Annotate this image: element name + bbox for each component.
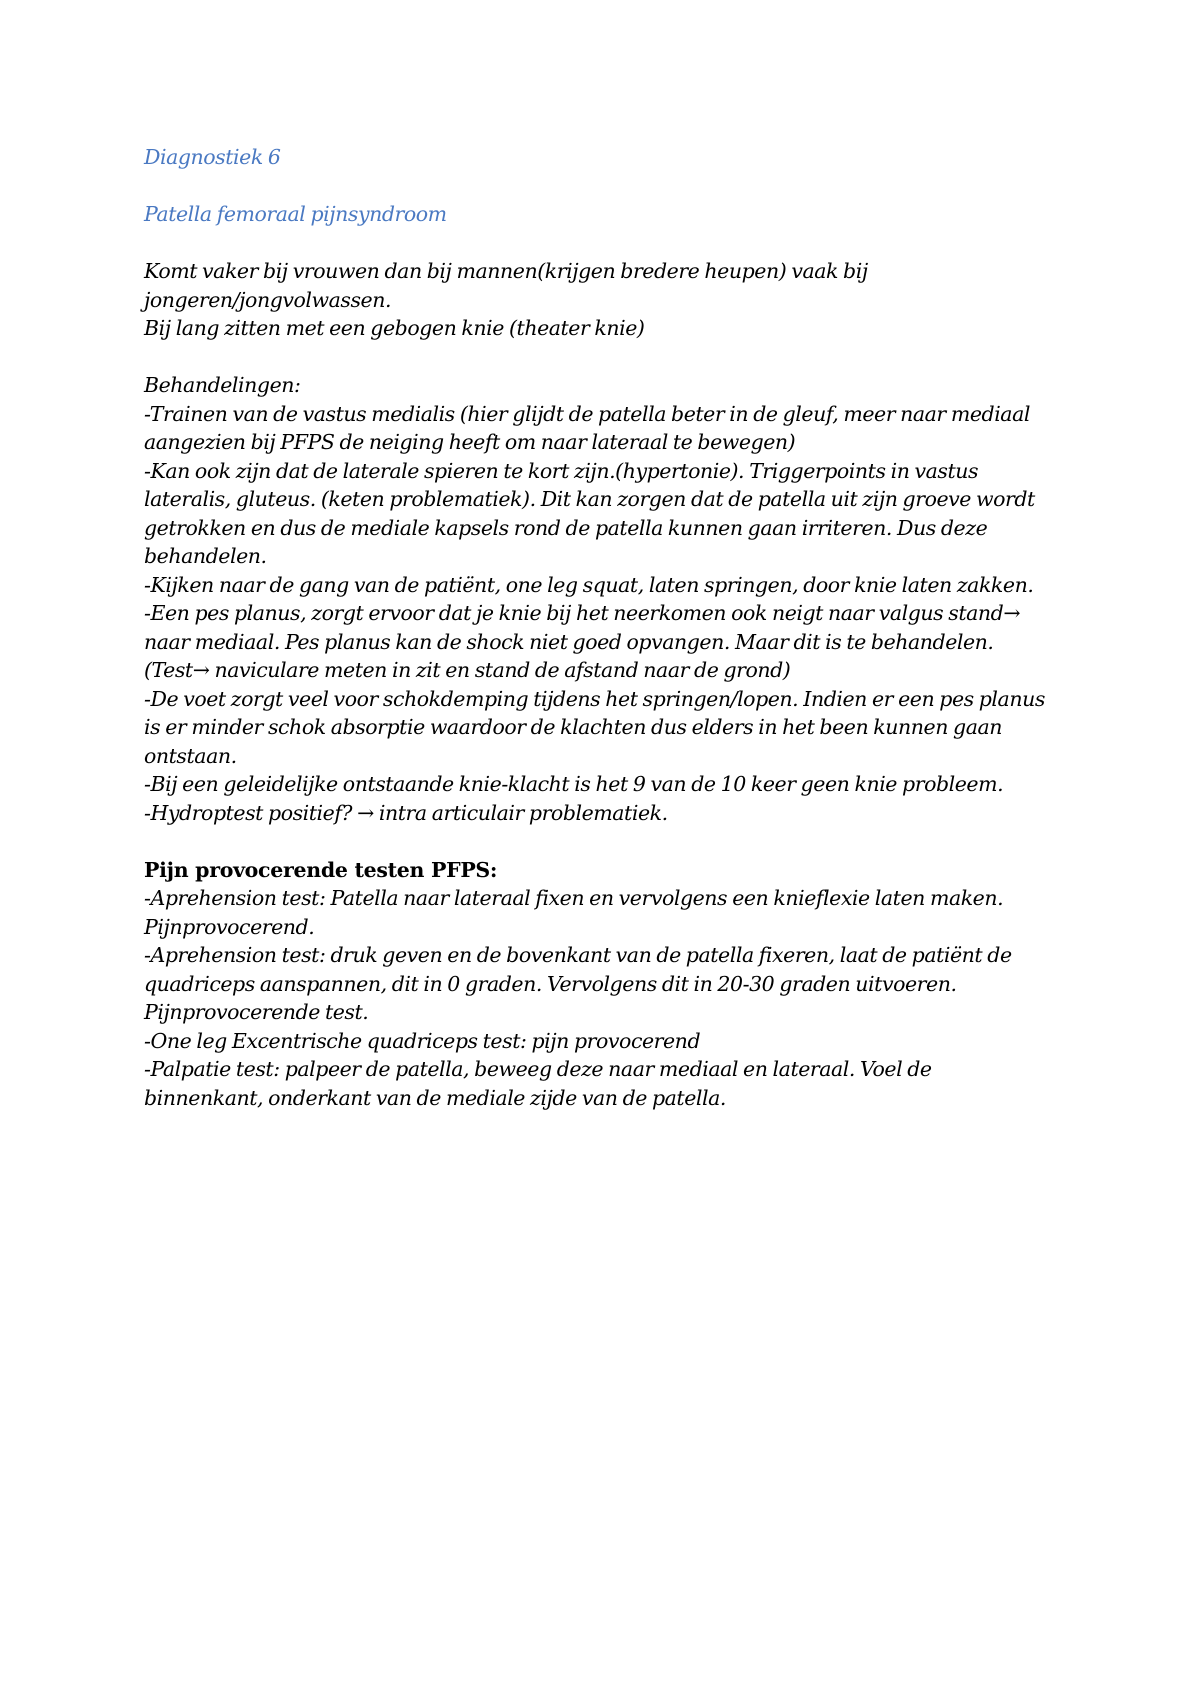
testen-line: -Palpatie test: palpeer de patella, beweeg deze naar mediaal en lateraal. Voel de xyxy=(144,1057,932,1081)
intro-paragraph xyxy=(144,257,1074,343)
intro-line: jongeren/jongvolwassen. xyxy=(144,287,392,312)
testen-heading: Pijn provocerende testen PFPS: xyxy=(144,857,498,882)
behandelingen-line: -Een pes planus, zorgt ervoor dat je knie bij het neerkomen ook neigt naar valgus stand→ xyxy=(144,601,1021,625)
testen-line: -Aprehension test: druk geven en de bovenkant van de patella fixeren, laat de patiënt de xyxy=(144,943,1012,967)
behandelingen-line: -De voet zorgt veel voor schokdemping tijdens het springen/lopen. Indien er een pes planus xyxy=(144,686,1045,711)
behandelingen-line: lateralis, gluteus. (keten problematiek). Dit kan zorgen dat de patella uit zijn groeve wordt xyxy=(144,487,1035,511)
behandelingen-line: -Trainen van de vastus medialis (hier glijdt de patella beter in de gleuf, meer naar mediaal xyxy=(144,401,1030,426)
behandelingen-line: is er minder schok absorptie waardoor de klachten dus elders in het been kunnen gaan xyxy=(144,715,1002,739)
behandelingen-line: getrokken en dus de mediale kapsels rond de patella kunnen gaan irriteren. Dus deze xyxy=(144,515,988,540)
document-subtitle: Patella femoraal pijnsyndroom xyxy=(144,202,447,226)
behandelingen-line: naar mediaal. Pes planus kan de shock niet goed opvangen. Maar dit is te behandelen. xyxy=(144,629,994,654)
behandelingen-line: -Bij een geleidelijke ontstaande knie-klacht is het 9 van de 10 keer geen knie probleem. xyxy=(144,772,1004,796)
testen-line: binnenkant, onderkant van de mediale zijde van de patella. xyxy=(144,1085,726,1110)
testen-line: Pijnprovocerende test. xyxy=(144,1000,369,1024)
intro-line: Bij lang zitten met een gebogen knie (theater knie) xyxy=(144,316,645,340)
behandelingen-heading: Behandelingen: xyxy=(144,373,301,397)
behandelingen-line: ontstaan. xyxy=(144,743,237,768)
testen-line: Pijnprovocerend. xyxy=(144,914,315,939)
behandelingen-line: -Kan ook zijn dat de laterale spieren te kort zijn.(hypertonie). Triggerpoints in vastus xyxy=(144,458,979,483)
testen-line: -Aprehension test: Patella naar lateraal fixen en vervolgens een knieflexie laten maken. xyxy=(144,886,1004,910)
testen-line: -One leg Excentrische quadriceps test: pijn provocerend xyxy=(144,1028,701,1053)
intro-line: Komt vaker bij vrouwen dan bij mannen(krijgen bredere heupen) vaak bij xyxy=(144,259,868,283)
behandelingen-line: -Hydroptest positief? → intra articulair problematiek. xyxy=(144,800,668,825)
document-title: Diagnostiek 6 xyxy=(144,145,281,169)
behandelingen-line: aangezien bij PFPS de neiging heeft om naar lateraal te bewegen) xyxy=(144,430,796,454)
behandelingen-line: (Test→ naviculare meten in zit en stand de afstand naar de grond) xyxy=(144,658,791,682)
behandelingen-line: behandelen. xyxy=(144,544,267,568)
document-body xyxy=(144,143,1074,1141)
testen-line: quadriceps aanspannen, dit in 0 graden. Vervolgens dit in 20-30 graden uitvoeren. xyxy=(144,971,957,996)
behandelingen-line: -Kijken naar de gang van de patiënt, one leg squat, laten springen, door knie laten zakken. xyxy=(144,572,1034,597)
testen-section xyxy=(144,856,1074,1113)
behandelingen-section xyxy=(144,371,1074,827)
